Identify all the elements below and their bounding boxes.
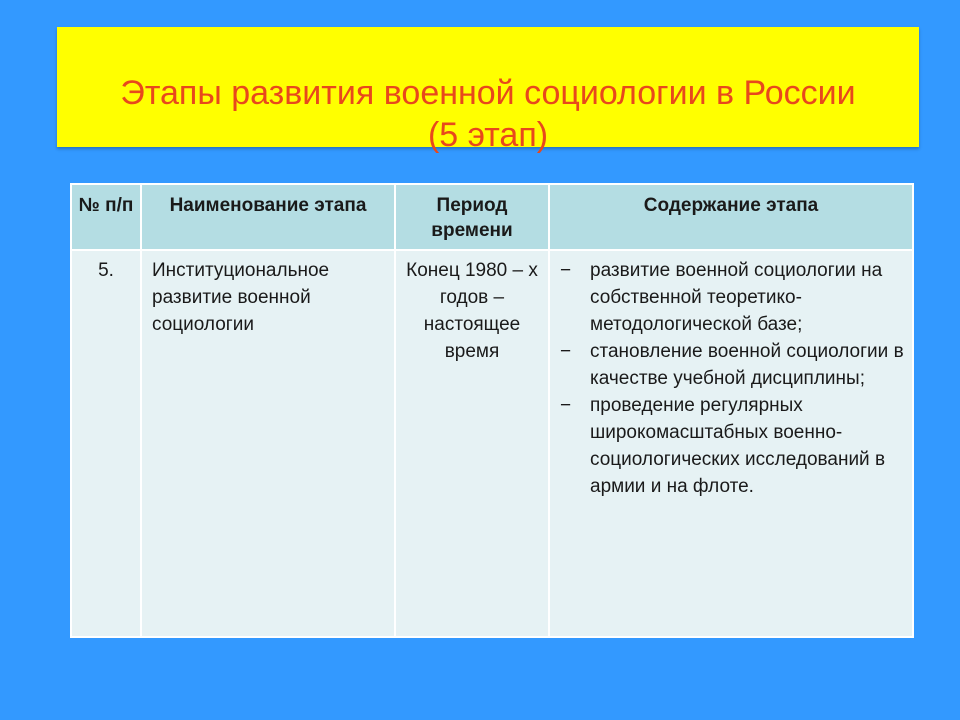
title-banner (57, 27, 919, 154)
cell-name: Институциональное развитие военной социологии (141, 250, 395, 637)
stages-table (70, 183, 914, 638)
bullet-dash: − (560, 260, 572, 281)
list-item (560, 257, 908, 338)
list-item-text: становление военной социологии в качестве учебной дисциплины; (590, 341, 904, 389)
header-content: Содержание этапа (549, 184, 913, 250)
bullet-dash: − (560, 395, 572, 416)
table-header-row (71, 184, 913, 250)
list-item (560, 338, 908, 392)
cell-num: 5. (71, 250, 141, 637)
header-period: Период времени (395, 184, 549, 250)
slide-title-line-2: (5 этап) (427, 116, 549, 154)
slide-title-line-1: Этапы развития военной социологии в России (120, 74, 856, 112)
list-item-text: развитие военной социологии на собственной теоретико-методологической базе; (590, 260, 883, 335)
list-item (560, 392, 908, 500)
bullet-dash: − (560, 341, 572, 362)
cell-period: Конец 1980 – х годов – настоящее время (395, 250, 549, 637)
header-name: Наименование этапа (141, 184, 395, 250)
table-row (71, 250, 913, 637)
stages-table-container (70, 183, 912, 638)
list-item-text: проведение регулярных широкомасштабных военно-социологических исследований в армии и на флоте. (590, 395, 886, 497)
header-num: № п/п (71, 184, 141, 250)
content-list (560, 257, 908, 500)
cell-content (549, 250, 913, 637)
